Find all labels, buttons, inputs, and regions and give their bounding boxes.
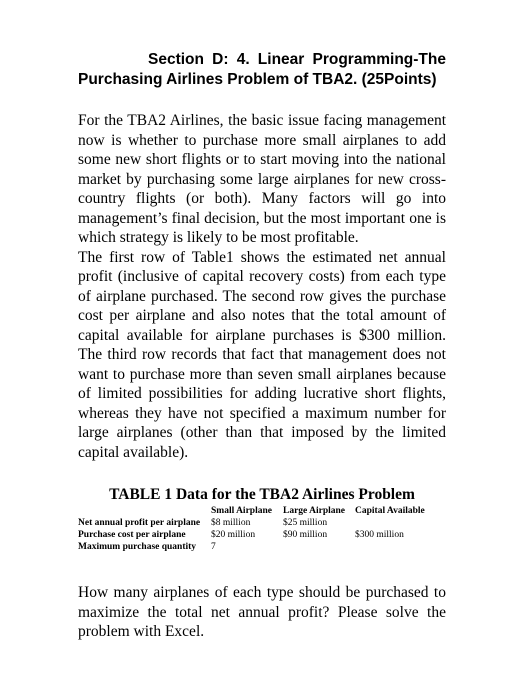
- table-description-paragraph: The first row of Table1 shows the estimated net annual profit (inclusive of capital recovery costs) from each type of airplane purchased. The second row gives the purchase cost per airplane and also notes that the total amount of capital available for airplane purchases is $300 million. The third row records that fact that management does not want to purchase more than seven small airplanes because of limited possibilities for adding lucrative short flights, whereas they have not specified a maximum number for large airplanes (other than that imposed by the limited capital available).: [78, 248, 446, 461]
- cell-small-profit: $8 million: [211, 518, 251, 528]
- cell-small-max: 7: [211, 542, 216, 552]
- cell-large-profit: $25 million: [283, 518, 328, 528]
- section-heading: Section D: 4. Linear Programming-The Purchasing Airlines Problem of TBA2. (25Points): [78, 51, 446, 88]
- header-small-airplane: Small Airplane: [211, 506, 272, 516]
- table-header-empty: [78, 505, 211, 517]
- table-title: TABLE 1 Data for the TBA2 Airlines Problem: [109, 486, 415, 503]
- cell-capital-max: [355, 541, 446, 553]
- row-label-max-quantity: Maximum purchase quantity: [78, 542, 197, 552]
- intro-paragraph: For the TBA2 Airlines, the basic issue facing management now is whether to purchase more small airplanes to add some new short flights or to start moving into the national market by purchasing some large airplanes for new cross-country flights (or both). Many factors will go into management’s final decision, but the most important one is which strategy is likely to be most profitable.: [78, 112, 446, 246]
- cell-large-max: [283, 541, 355, 553]
- cell-capital-cost: $300 million: [355, 530, 404, 540]
- airline-data-table: [78, 505, 446, 553]
- header-large-airplane: Large Airplane: [283, 506, 346, 516]
- row-label-purchase-cost: Purchase cost per airplane: [78, 530, 186, 540]
- table-header-row: [78, 505, 446, 517]
- table-row: [78, 529, 446, 541]
- document-page: [78, 50, 446, 642]
- row-label-net-profit: Net annual profit per airplane: [78, 518, 201, 528]
- header-capital-available: Capital Available: [355, 506, 425, 516]
- table-row: [78, 517, 446, 529]
- table-row: [78, 541, 446, 553]
- cell-small-cost: $20 million: [211, 530, 256, 540]
- cell-large-cost: $90 million: [283, 530, 328, 540]
- question-paragraph: How many airplanes of each type should be purchased to maximize the total net annual profit? Please solve the problem with Excel.: [78, 584, 446, 640]
- cell-capital-profit: [355, 517, 446, 529]
